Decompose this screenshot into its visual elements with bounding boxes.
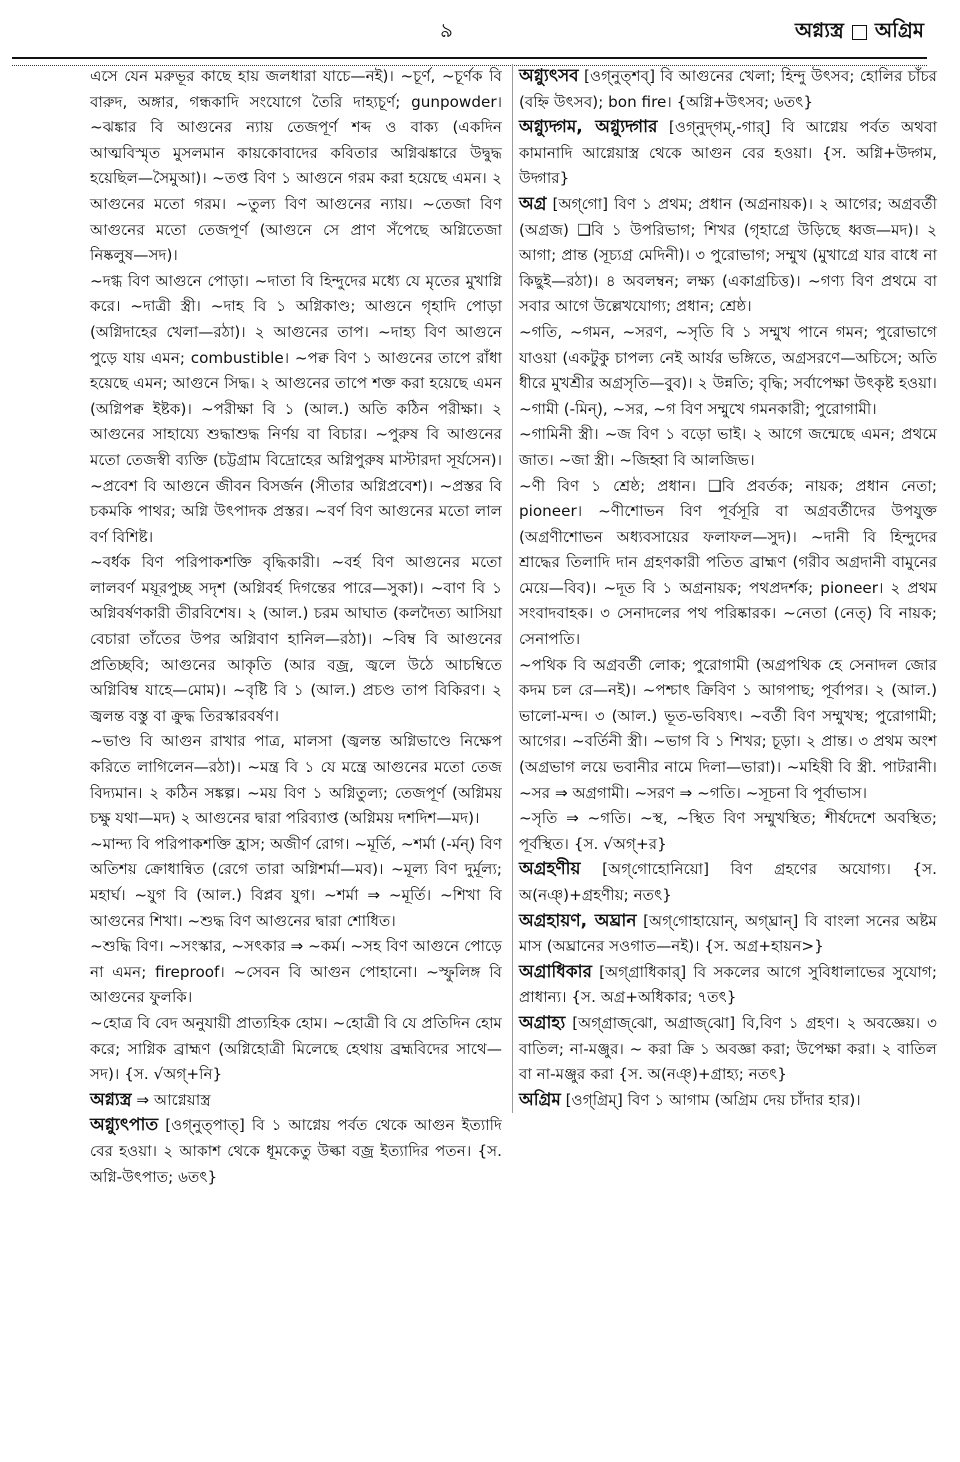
entry-text: [অগ্‌গ্রাধিকার্] বি সকলের আগে সুবিধালাভের সুযোগ; প্রাধান্য। {স. অগ্র+অধিকার; ৭তৎ} — [519, 962, 937, 1007]
dictionary-entry — [90, 1011, 502, 1088]
headword: অগ্রহায়ণ, অঘ্রান — [519, 910, 637, 931]
headword: অগ্রহণীয় — [519, 859, 581, 880]
entry-text: ⇒ আগ্নেয়াস্ত্র — [131, 1090, 211, 1109]
dictionary-entry — [519, 653, 937, 807]
page-header — [0, 10, 960, 50]
dictionary-entry — [90, 1113, 502, 1190]
headword: অগ্ন্যুদ্গম, অগ্ন্যুদ্গার — [519, 117, 658, 138]
dictionary-entry — [519, 422, 937, 473]
entry-text: [অগ্‌গো] বিণ ১ প্রথম; প্রধান (অগ্রনায়ক)। ২ আগের; অগ্রবর্তী (অগ্রজ) ❑বি ১ উপরিভাগ; শিখর (গৃহাগ্রে উড়িছে ধ্বজ—মদ)। ২ আগা; প্রান্ত (সূচ্যগ্র মেদিনী)। ৩ পুরোভাগ; সম্মুখ (মুখাগ্রে যার বাধে না কিছুই—রঠা)। ৪ অবলম্বন; লক্ষ্য (একাগ্রচিত্ত)। ~গণ্য বিণ প্রথমে বা সবার আগে উল্লেখযোগ্য; প্রধান; শ্রেষ্ঠ। — [519, 194, 937, 316]
entry-text: ~গামিনী স্ত্রী। ~জ বিণ ১ বড়ো ভাই। ২ আগে জন্মেছে এমন; প্রথমে জাত। ~জা স্ত্রী। ~জিহ্বা বি আলজিভ। — [519, 425, 937, 469]
right-column — [512, 64, 937, 1113]
entry-text: [ওগ্‌নুত্‌পাত্] বি ১ আগ্নেয় পর্বত থেকে আগুন ইত্যাদি বের হওয়া। ২ আকাশ থেকে ধূমকেতু উল্কা বজ্র ইত্যাদির পতন। {স. অগ্নি-উৎপাত; ৬তৎ} — [90, 1116, 502, 1186]
dictionary-entry — [90, 550, 502, 729]
left-column — [90, 64, 502, 1190]
running-head-last-word: অগ্রিম — [874, 18, 924, 42]
entry-text: ~ণী বিণ ১ শ্রেষ্ঠ; প্রধান। ❑বি প্রবর্তক; নায়ক; প্রধান নেতা; pioneer। ~ণীশোভন বিণ পূর্বসূরি বা অগ্রবর্তীদের উপযুক্ত (অগ্রণীশোভন অধ্যবসায়ের ফলাফল—সুদ)। ~দানী বি হিন্দুদের শ্রাদ্ধের তিলাদি দান গ্রহণকারী পতিত ব্রাহ্মণ (গরীব অগ্রদানী বামুনের মেয়ে—বিব)। ~দূত বি ১ অগ্রনায়ক; পথপ্রদর্শক; pioneer। ২ প্রথম সংবাদবাহক। ৩ সেনাদলের পথ পরিষ্কারক। ~নেতা (নেত্) বি নায়ক; সেনাপতি। — [519, 476, 937, 649]
entry-text: [অগ্‌গোহায়োন্, অগ্‌ঘ্রান্] বি বাংলা সনের অষ্টম মাস (অঘ্রানের সওগাত—নই)। {স. অগ্র+হায়ন>} — [519, 911, 937, 956]
dictionary-entry — [519, 320, 937, 422]
entry-text: [অগ্‌গোহোনিয়ো] বিণ গ্রহণের অযোগ্য। {স. অ(নঞ্)+গ্রহণীয়; নতৎ} — [519, 860, 937, 904]
page-number: ৯ — [440, 18, 453, 42]
headword: অগ্ন্যস্ত্র — [90, 1089, 132, 1110]
entry-text: [অগ্‌গ্রাজ্‌ঝো, অগ্রাজ্‌ঝো] বি,বিণ ১ গ্রহণ। ২ অবজ্ঞেয়। ৩ বাতিল; না-মঞ্জুর। ~ করা ক্রি ১ অবজ্ঞা করা; উপেক্ষা করা। ২ বাতিল বা না-মঞ্জুর করা {স. অ(নঞ্)+গ্রাহ্য; নতৎ} — [519, 1013, 937, 1084]
dictionary-entry — [90, 832, 502, 934]
headword: অগ্রিম — [519, 1089, 561, 1110]
dictionary-entry — [519, 115, 937, 192]
headword: অগ্ন্যুৎপাত — [90, 1115, 159, 1136]
dictionary-entry — [519, 474, 937, 653]
dictionary-entry — [90, 729, 502, 831]
running-head — [795, 16, 924, 49]
headword: অগ্রাধিকার — [519, 961, 592, 982]
entry-text: ~সৃতি ⇒ ~গতি। ~স্থ, ~স্থিত বিণ সম্মুখস্থিত; শীর্ষদেশে অবস্থিত; পূর্বস্থিত। {স. √অগ্+র} — [519, 809, 937, 853]
headword: অগ্রাহ্য — [519, 1012, 566, 1033]
entry-text: ~পথিক বি অগ্রবর্তী লোক; পুরোগামী (অগ্রপথিক হে সেনাদল জোর কদম চল রে—নই)। ~পশ্চাৎ ক্রিবিণ ১ আগপাছ; পূর্বাপর। ২ (আল.) ভালো-মন্দ। ৩ (আল.) ভূত-ভবিষ্যৎ। ~বর্তী বিণ সম্মুখস্থ; পুরোগামী; আগের। ~বর্তিনী স্ত্রী। ~ভাগ বি ১ শিখর; চূড়া। ২ প্রান্ত। ৩ প্রথম অংশ (অগ্রভাগ লয়ে ভবানীর নামে দিলা—ভারা)। ~মহিষী বি স্ত্রী. পাটরানী। ~সর ⇒ অগ্রগামী। ~সরণ ⇒ ~গতি। ~সূচনা বি পূর্বাভাস। — [519, 655, 937, 802]
entry-text: [ওগ্‌গ্রিম্] বিণ ১ আগাম (অগ্রিম দেয় চাঁদার হার)। — [560, 1090, 861, 1109]
entry-text: ~ভাণ্ড বি আগুন রাখার পাত্র, মালসা (জ্বলন্ত অগ্নিভাণ্ডে নিক্ষেপ করিতে লাগিলেন—রঠা)। ~মন্ত্র বি ১ যে মন্ত্রে আগুনের মতো তেজ বিদ্যমান। ২ কঠিন সঙ্কল্প। ~ময় বিণ ১ অগ্নিতুল্য; তেজপূর্ণ (অগ্নিময় চক্ষু যথা—মদ) ২ আগুনের দ্বারা পরিব্যাপ্ত (অগ্নিময় দশদিশ—মদ)। — [90, 732, 502, 828]
running-head-first-word: অগ্ন্যস্ত্র — [794, 18, 844, 42]
dictionary-entry — [90, 934, 502, 1011]
dictionary-entry — [90, 64, 502, 269]
dictionary-entry — [519, 960, 937, 1011]
dictionary-entry — [90, 1088, 502, 1114]
entry-text: [ওগ্‌নুত্‌শব্] বি আগুনের খেলা; হিন্দু উৎসব; হোলির চাঁচর (বহ্নি উৎসব); bon fire। {অগ্নি+উৎসব; ৬তৎ} — [519, 67, 937, 111]
entry-text: ~শুদ্ধি বিণ। ~সংস্কার, ~সৎকার ⇒ ~কর্ম। ~সহ বিণ আগুনে পোড়ে না এমন; fireproof। ~সেবন বি আগুন পোহানো। ~স্ফুলিঙ্গ বি আগুনের ফুলকি। — [90, 937, 502, 1007]
entry-text: ~দগ্ধ বিণ আগুনে পোড়া। ~দাতা বি হিন্দুদের মধ্যে যে মৃতের মুখাগ্নি করে। ~দাত্রী স্ত্রী। ~দাহ বি ১ অগ্নিকাণ্ড; আগুনে গৃহাদি পোড়া (অগ্নিদাহের খেলা—রঠা)। ২ আগুনের তাপ। ~দাহ্য বিণ আগুনে পুড়ে যায় এমন; combustible। ~পক্ব বিণ ১ আগুনের তাপে রাঁধা হয়েছে এমন; আগুনে সিদ্ধ। ২ আগুনের তাপে শক্ত করা হয়েছে এমন (অগ্নিপক্ব ইষ্টক)। ~পরীক্ষা বি ১ (আল.) অতি কঠিন পরীক্ষা। ২ আগুনের সাহায্যে শুদ্ধাশুদ্ধ নির্ণয় বা বিচার। ~পুরুষ বি আগুনের মতো তেজস্বী ব্যক্তি (চট্টগ্রাম বিদ্রোহের অগ্নিপুরুষ মাস্টারদা সূর্যসেন)। ~প্রবেশ বি আগুনে জীবন বিসর্জন (সীতার অগ্নিপ্রবেশ)। ~প্রস্তর বি চকমকি পাথর; অগ্নি উৎপাদক প্রস্তর। ~বর্ণ বিণ আগুনের মতো লাল বর্ণ বিশিষ্ট। — [90, 271, 502, 546]
entry-text: ~গতি, ~গমন, ~সরণ, ~সৃতি বি ১ সম্মুখ পানে গমন; পুরোভাগে যাওয়া (একটুকু চাপল্য নেই আর্যর ভঙ্গিতে, অগ্রসরণে—অচিসে; অতি ধীরে মুখশ্রীর অগ্রসৃতি—বুব)। ২ উন্নতি; বৃদ্ধি; সর্বাপেক্ষা উৎকৃষ্ট হওয়া। ~গামী (-মিন্), ~সর, ~গ বিণ সম্মুখে গমনকারী; পুরোগামী। — [519, 322, 937, 418]
headword: অগ্ন্যুৎসব — [519, 66, 579, 86]
dictionary-entry — [90, 269, 502, 551]
entry-text: ~বর্ধক বিণ পরিপাকশক্তি বৃদ্ধিকারী। ~বর্হ বিণ আগুনের মতো লালবর্ণ ময়ূরপুচ্ছ সদৃশ (অগ্নিবর্হ দিগন্তের পারে—সুকা)। ~বাণ বি ১ অগ্নিবর্ষণকারী তীরবিশেষ। ২ (আল.) চরম আঘাত (কলদৈত্য আসিয়া বেচারা তাঁতের উপর অগ্নিবাণ হানিল—রঠা)। ~বিম্ব বি আগুনের প্রতিচ্ছবি; আগুনের আকৃতি (আর বজ্র, জ্বলে উঠে আচম্বিতে অগ্নিবিম্ব যাহে—মোম)। ~বৃষ্টি বি ১ (আল.) প্রচণ্ড তাপ বিকিরণ। ২ জ্বলন্ত বস্তু বা ক্রুদ্ধ তিরস্কারবর্ষণ। — [90, 553, 502, 725]
entry-text: ~হোত্র বি বেদ অনুযায়ী প্রাত্যহিক হোম। ~হোত্রী বি যে প্রতিদিন হোম করে; সাগ্নিক ব্রাহ্মণ (অগ্নিহোত্রী মিলেছে হেথায় ব্রহ্মবিদের সাথে—সদ)। {স. √অগ্+নি} — [90, 1013, 502, 1084]
dictionary-entry — [519, 1011, 937, 1088]
dictionary-entry — [519, 857, 937, 908]
dictionary-entry — [519, 806, 937, 857]
headword: অগ্র — [519, 193, 547, 214]
box-separator-icon — [852, 25, 867, 40]
dictionary-entry — [519, 909, 937, 960]
dictionary-entry — [519, 1088, 937, 1114]
entry-text: এসে যেন মরুভূর কাছে হায় জলধারা যাচে—নই)। ~চূর্ণ, ~চূর্ণক বি বারুদ, অঙ্গার, গন্ধকাদি সংযোগে তৈরি দাহ্যচূর্ণ; gunpowder। ~ঝঙ্কার বি আগুনের ন্যায় তেজপূর্ণ শব্দ ও বাক্য (একদিন আত্মবিস্মৃত মুসলমান কায়কোবাদের কবিতার অগ্নিঝঙ্কারে উদ্বুদ্ধ হয়েছিল—সৈমুআ)। ~তপ্ত বিণ ১ আগুনে গরম করা হয়েছে এমন। ২ আগুনের মতো গরম। ~তুল্য বিণ আগুনের ন্যায়। ~তেজা বিণ আগুনের মতো তেজপূর্ণ (আগুনে সে প্রাণ সঁপেছে অগ্নিতেজা নিষ্কলুষ—সদ)। — [90, 67, 502, 265]
dictionary-entry — [519, 192, 937, 320]
dictionary-entry — [519, 64, 937, 115]
entry-text: [ওগ্‌নুদ্‌গম্,-গার্] বি আগ্নেয় পর্বত অথবা কামানাদি আগ্নেয়াস্ত্র থেকে আগুন বের হওয়া। {স. অগ্নি+উদ্গম, উদ্গার} — [519, 118, 938, 188]
entry-text: ~মান্দ্য বি পরিপাকশক্তি হ্রাস; অজীর্ণ রোগ। ~মূর্তি, ~শর্মা (-র্মন্) বিণ অতিশয় ক্রোধান্বিত (রেগে তারা অগ্নিশর্মা—মব)। ~মূল্য বিণ দুর্মূল্য; মহার্ঘ। ~যুগ বি (আল.) বিপ্লব যুগ। ~শর্মা ⇒ ~মূর্তি। ~শিখা বি আগুনের শিখা। ~শুদ্ধ বিণ আগুনের দ্বারা শোধিত। — [90, 834, 502, 930]
